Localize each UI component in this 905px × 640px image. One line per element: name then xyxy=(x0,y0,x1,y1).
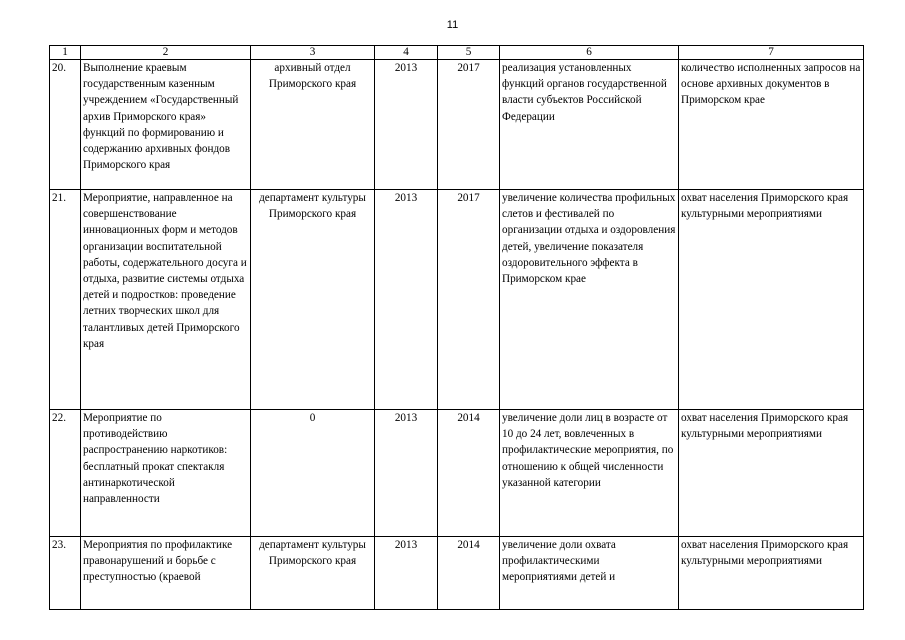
column-header-5: 5 xyxy=(438,46,500,60)
expected-result: реализация установленных функций органов государственной власти субъектов Российской Федерации xyxy=(500,60,679,190)
expected-result: увеличение доли лиц в возрасте от 10 до 24 лет, вовлеченных в профилактические мероприятия, по отношению к общей численности указанной категории xyxy=(500,410,679,537)
expected-result: увеличение количества профильных слетов и фестивалей по организации отдыха и оздоровления детей, увеличение показателя оздоровительного эффекта в Приморском крае xyxy=(500,190,679,410)
row-number: 23. xyxy=(50,537,81,610)
start-year: 2013 xyxy=(375,190,438,410)
responsible-executor: архивный отдел Приморского края xyxy=(251,60,375,190)
target-indicator: охват населения Приморского края культурными мероприятиями xyxy=(679,537,864,610)
measure-name: Выполнение краевым государственным казенным учреждением «Государственный архив Приморского края» функций по формированию и содержанию архивных фондов Приморского края xyxy=(81,60,251,190)
table-row xyxy=(50,537,864,610)
table-row xyxy=(50,190,864,410)
row-number: 22. xyxy=(50,410,81,537)
start-year: 2013 xyxy=(375,537,438,610)
end-year: 2017 xyxy=(438,60,500,190)
measures-table xyxy=(49,45,864,610)
row-number: 21. xyxy=(50,190,81,410)
row-number: 20. xyxy=(50,60,81,190)
page-number: 11 xyxy=(446,19,459,31)
column-header-7: 7 xyxy=(679,46,864,60)
responsible-executor: департамент культуры Приморского края xyxy=(251,190,375,410)
responsible-executor: департамент культуры Приморского края xyxy=(251,537,375,610)
start-year: 2013 xyxy=(375,60,438,190)
table-row xyxy=(50,60,864,190)
column-header-1: 1 xyxy=(50,46,81,60)
column-header-2: 2 xyxy=(81,46,251,60)
end-year: 2017 xyxy=(438,190,500,410)
target-indicator: охват населения Приморского края культурными мероприятиями xyxy=(679,190,864,410)
column-header-3: 3 xyxy=(251,46,375,60)
table-row xyxy=(50,410,864,537)
expected-result: увеличение доли охвата профилактическими мероприятиями детей и xyxy=(500,537,679,610)
responsible-executor: 0 xyxy=(251,410,375,537)
header-row xyxy=(50,46,864,60)
column-header-6: 6 xyxy=(500,46,679,60)
measure-name: Мероприятие, направленное на совершенствование инновационных форм и методов организации воспитательной работы, содержательного досуга и отдыха, развитие системы отдыха детей и подростков: проведение летних творческих школ для талантливых детей Приморского края xyxy=(81,190,251,410)
start-year: 2013 xyxy=(375,410,438,537)
target-indicator: количество исполненных запросов на основе архивных документов в Приморском крае xyxy=(679,60,864,190)
measure-name: Мероприятие по противодействию распространению наркотиков: бесплатный прокат спектакля антинаркотической направленности xyxy=(81,410,251,537)
end-year: 2014 xyxy=(438,537,500,610)
measure-name: Мероприятия по профилактике правонарушений и борьбе с преступностью (краевой xyxy=(81,537,251,610)
target-indicator: охват населения Приморского края культурными мероприятиями xyxy=(679,410,864,537)
column-header-4: 4 xyxy=(375,46,438,60)
end-year: 2014 xyxy=(438,410,500,537)
